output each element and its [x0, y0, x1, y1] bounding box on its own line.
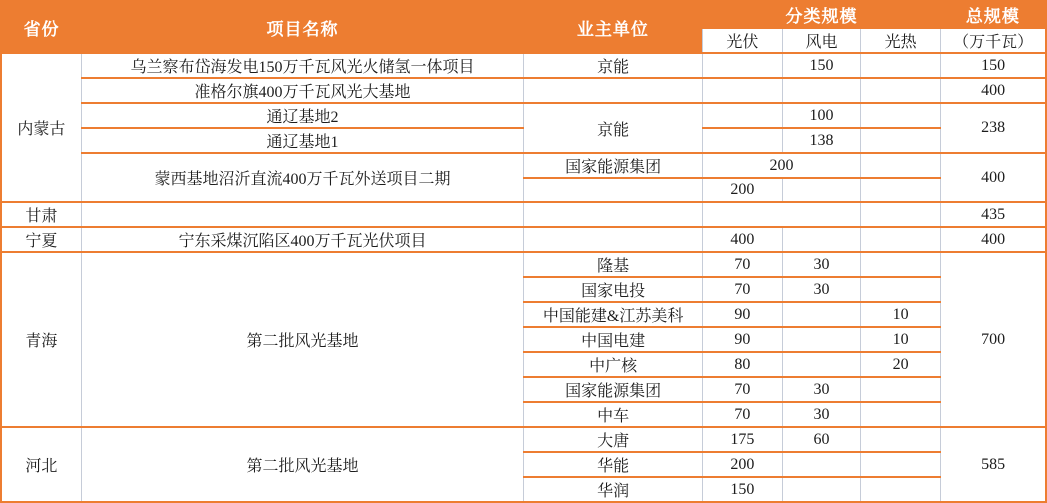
cell-csp [861, 178, 941, 202]
cell-total: 150 [941, 53, 1046, 78]
cell-csp [861, 252, 941, 277]
cell-province: 青海 [1, 252, 81, 427]
header-project-name: 项目名称 [81, 1, 524, 53]
cell-project: 蒙西基地沼沂直流400万千瓦外送项目二期 [81, 153, 524, 202]
cell-pv [702, 103, 782, 128]
cell-csp [861, 477, 941, 502]
projects-table-body [1, 1, 1046, 502]
cell-owner: 国家电投 [524, 277, 702, 302]
table-row [1, 103, 1046, 128]
cell-total: 700 [941, 252, 1046, 427]
cell-project: 乌兰察布岱海发电150万千瓦风光火储氢一体项目 [81, 53, 524, 78]
cell-owner: 中广核 [524, 352, 702, 377]
header-owner: 业主单位 [524, 1, 702, 53]
cell-owner: 国家能源集团 [524, 153, 702, 178]
cell-csp [861, 227, 941, 252]
cell-csp [861, 78, 941, 103]
cell-wind: 60 [782, 427, 860, 452]
cell-csp: 10 [861, 327, 941, 352]
cell-project: 宁东采煤沉陷区400万千瓦光伏项目 [81, 227, 524, 252]
cell-pv: 150 [702, 477, 782, 502]
cell-owner: 京能 [524, 103, 702, 153]
cell-wind: 30 [782, 277, 860, 302]
table-row [1, 227, 1046, 252]
cell-csp [861, 128, 941, 153]
cell-owner: 京能 [524, 53, 702, 78]
cell-owner: 隆基 [524, 252, 702, 277]
table-row [1, 128, 1046, 153]
header-total-scale: 总规模 [941, 1, 1046, 28]
cell-owner [524, 227, 702, 252]
cell-owner: 中车 [524, 402, 702, 427]
cell-wind: 30 [782, 252, 860, 277]
table-row [1, 427, 1046, 452]
cell-wind: 100 [782, 103, 860, 128]
cell-total: 238 [941, 103, 1046, 153]
cell-wind: 150 [782, 53, 860, 78]
cell-owner [524, 202, 702, 227]
cell-wind [782, 452, 860, 477]
cell-project [81, 202, 524, 227]
cell-csp [861, 153, 941, 178]
cell-pv: 70 [702, 402, 782, 427]
cell-total: 585 [941, 427, 1046, 502]
cell-total: 435 [941, 202, 1046, 227]
header-category-scale: 分类规模 [702, 1, 940, 28]
cell-pv: 70 [702, 252, 782, 277]
cell-project: 第二批风光基地 [81, 427, 524, 502]
header-province: 省份 [1, 1, 81, 53]
cell-csp [861, 202, 941, 227]
cell-wind [782, 302, 860, 327]
cell-total: 400 [941, 153, 1046, 202]
cell-wind: 30 [782, 377, 860, 402]
cell-pv-wind: 200 [702, 153, 860, 178]
cell-project: 准格尔旗400万千瓦风光大基地 [81, 78, 524, 103]
cell-project: 通辽基地1 [81, 128, 524, 153]
cell-pv: 400 [702, 227, 782, 252]
cell-csp [861, 452, 941, 477]
subheader-total-unit: （万千瓦） [941, 28, 1046, 53]
cell-province: 河北 [1, 427, 81, 502]
cell-csp [861, 427, 941, 452]
table-row [1, 78, 1046, 103]
cell-csp [861, 377, 941, 402]
subheader-wind: 风电 [782, 28, 860, 53]
cell-province: 内蒙古 [1, 53, 81, 202]
cell-project: 通辽基地2 [81, 103, 524, 128]
cell-wind [782, 352, 860, 377]
cell-pv: 200 [702, 178, 782, 202]
cell-owner: 国家能源集团 [524, 377, 702, 402]
subheader-pv: 光伏 [702, 28, 782, 53]
cell-csp [861, 277, 941, 302]
cell-province: 宁夏 [1, 227, 81, 252]
cell-pv: 80 [702, 352, 782, 377]
cell-csp: 20 [861, 352, 941, 377]
cell-wind [782, 178, 860, 202]
cell-pv: 90 [702, 302, 782, 327]
cell-total: 400 [941, 78, 1046, 103]
table-row [1, 202, 1046, 227]
table-row [1, 153, 1046, 178]
subheader-csp: 光热 [861, 28, 941, 53]
cell-wind: 138 [782, 128, 860, 153]
cell-csp [861, 402, 941, 427]
cell-pv: 175 [702, 427, 782, 452]
cell-province: 甘肃 [1, 202, 81, 227]
cell-owner: 华能 [524, 452, 702, 477]
cell-owner [524, 78, 702, 103]
cell-pv: 90 [702, 327, 782, 352]
cell-total: 400 [941, 227, 1046, 252]
cell-pv: 70 [702, 277, 782, 302]
cell-pv [702, 53, 782, 78]
table-row [1, 53, 1046, 78]
cell-pv: 70 [702, 377, 782, 402]
cell-pv-wind [702, 202, 860, 227]
cell-owner: 大唐 [524, 427, 702, 452]
cell-pv [702, 128, 782, 153]
cell-pv [702, 78, 782, 103]
cell-pv: 200 [702, 452, 782, 477]
cell-wind [782, 78, 860, 103]
header-row [1, 1, 1046, 28]
cell-wind [782, 227, 860, 252]
cell-owner: 华润 [524, 477, 702, 502]
cell-csp: 10 [861, 302, 941, 327]
table-row [1, 252, 1046, 277]
cell-csp [861, 53, 941, 78]
cell-owner: 中国电建 [524, 327, 702, 352]
cell-wind: 30 [782, 402, 860, 427]
cell-csp [861, 103, 941, 128]
cell-project: 第二批风光基地 [81, 252, 524, 427]
cell-wind [782, 327, 860, 352]
cell-wind [782, 477, 860, 502]
cell-owner [524, 178, 702, 202]
cell-owner: 中国能建&江苏美科 [524, 302, 702, 327]
